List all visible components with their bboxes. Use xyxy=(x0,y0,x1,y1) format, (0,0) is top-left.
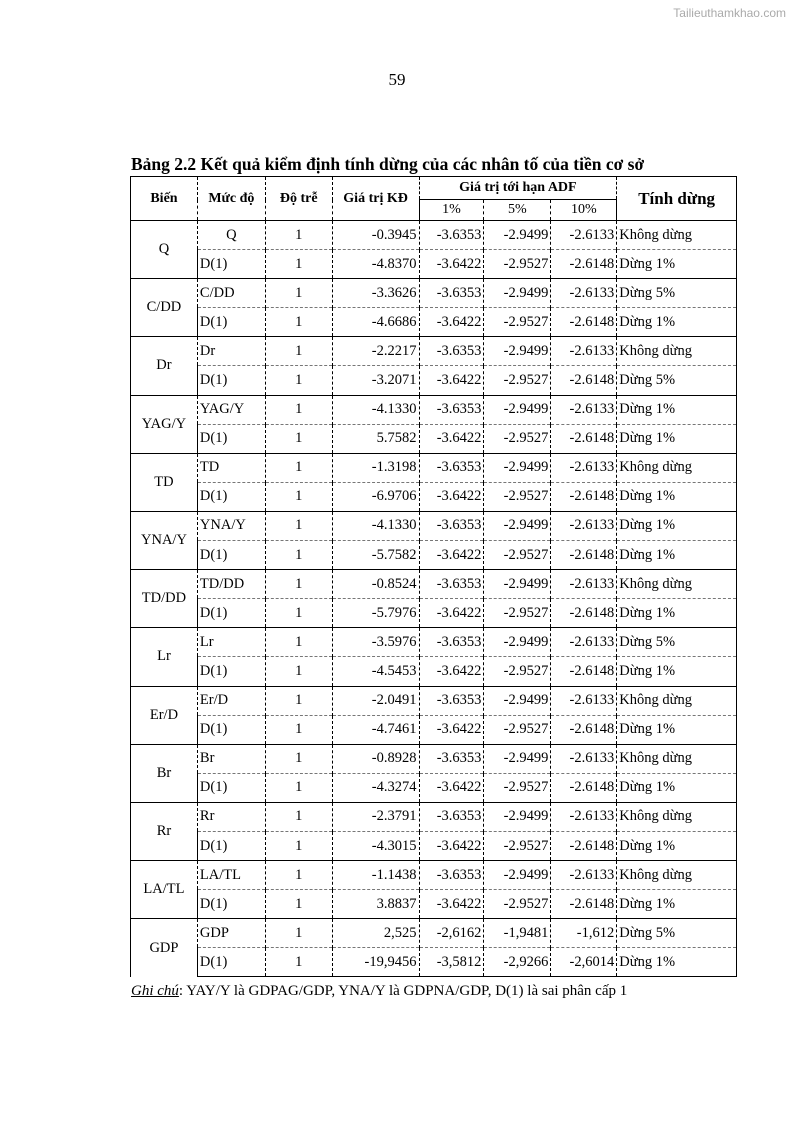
header-10pct: 10% xyxy=(551,200,617,221)
cell-muc-do: D(1) xyxy=(197,773,265,802)
table-row xyxy=(131,890,737,919)
cell-crit-1pct: -3.6422 xyxy=(419,366,484,395)
cell-muc-do: Q xyxy=(197,221,265,250)
cell-crit-1pct: -3.6353 xyxy=(419,570,484,599)
cell-crit-5pct: -2.9499 xyxy=(484,511,551,540)
cell-muc-do: D(1) xyxy=(197,715,265,744)
cell-do-tre: 1 xyxy=(265,802,332,831)
cell-tinh-dung: Dừng 1% xyxy=(617,715,737,744)
cell-crit-10pct: -2.6148 xyxy=(551,773,617,802)
cell-gia-tri-kd: -6.9706 xyxy=(332,482,419,511)
cell-do-tre: 1 xyxy=(265,773,332,802)
cell-muc-do: Lr xyxy=(197,628,265,657)
table-note xyxy=(131,983,627,1000)
cell-gia-tri-kd: -4.7461 xyxy=(332,715,419,744)
cell-bien: GDP xyxy=(131,919,198,977)
cell-gia-tri-kd: -19,9456 xyxy=(332,948,419,977)
table-title: Bảng 2.2 Kết quả kiểm định tính dừng của các nhân tố của tiền cơ sở xyxy=(131,154,645,174)
table-row xyxy=(131,657,737,686)
table-row xyxy=(131,221,737,250)
cell-crit-10pct: -2.6133 xyxy=(551,744,617,773)
table-row xyxy=(131,686,737,715)
cell-crit-1pct: -3.6422 xyxy=(419,773,484,802)
cell-muc-do: D(1) xyxy=(197,657,265,686)
cell-muc-do: D(1) xyxy=(197,541,265,570)
cell-crit-1pct: -3.6422 xyxy=(419,657,484,686)
cell-bien: TD xyxy=(131,453,198,511)
table-row xyxy=(131,511,737,540)
cell-crit-1pct: -3.6353 xyxy=(419,628,484,657)
cell-muc-do: YAG/Y xyxy=(197,395,265,424)
cell-crit-5pct: -2,9266 xyxy=(484,948,551,977)
cell-crit-1pct: -3,5812 xyxy=(419,948,484,977)
table-row xyxy=(131,424,737,453)
cell-crit-10pct: -2.6148 xyxy=(551,482,617,511)
cell-tinh-dung: Dừng 1% xyxy=(617,657,737,686)
cell-muc-do: TD/DD xyxy=(197,570,265,599)
cell-gia-tri-kd: -5.7582 xyxy=(332,541,419,570)
note-text: : YAY/Y là GDPAG/GDP, YNA/Y là GDPNA/GDP, D(1) là sai phân cấp 1 xyxy=(178,983,628,999)
cell-do-tre: 1 xyxy=(265,395,332,424)
note-label: Ghi chú xyxy=(131,983,179,999)
cell-gia-tri-kd: -3.3626 xyxy=(332,279,419,308)
cell-tinh-dung: Dừng 5% xyxy=(617,366,737,395)
header-adf: Giá trị tới hạn ADF xyxy=(419,177,617,200)
cell-crit-5pct: -2.9527 xyxy=(484,482,551,511)
cell-crit-5pct: -2.9527 xyxy=(484,250,551,279)
cell-crit-1pct: -3.6353 xyxy=(419,279,484,308)
table-row xyxy=(131,802,737,831)
cell-crit-1pct: -3.6422 xyxy=(419,250,484,279)
cell-gia-tri-kd: -4.6686 xyxy=(332,308,419,337)
cell-gia-tri-kd: 3.8837 xyxy=(332,890,419,919)
cell-do-tre: 1 xyxy=(265,628,332,657)
table-row xyxy=(131,308,737,337)
cell-do-tre: 1 xyxy=(265,686,332,715)
watermark: Tailieuthamkhao.com xyxy=(673,6,786,20)
cell-crit-1pct: -3.6353 xyxy=(419,337,484,366)
cell-gia-tri-kd: -2.0491 xyxy=(332,686,419,715)
cell-tinh-dung: Dừng 1% xyxy=(617,511,737,540)
cell-crit-5pct: -2.9527 xyxy=(484,831,551,860)
cell-bien: YNA/Y xyxy=(131,511,198,569)
cell-crit-10pct: -2.6133 xyxy=(551,279,617,308)
cell-muc-do: D(1) xyxy=(197,308,265,337)
cell-muc-do: D(1) xyxy=(197,250,265,279)
cell-crit-1pct: -3.6422 xyxy=(419,541,484,570)
cell-gia-tri-kd: -4.8370 xyxy=(332,250,419,279)
cell-crit-1pct: -3.6353 xyxy=(419,861,484,890)
cell-muc-do: D(1) xyxy=(197,599,265,628)
cell-tinh-dung: Dừng 1% xyxy=(617,948,737,977)
cell-bien: Rr xyxy=(131,802,198,860)
cell-tinh-dung: Dừng 1% xyxy=(617,599,737,628)
cell-bien: Lr xyxy=(131,628,198,686)
cell-do-tre: 1 xyxy=(265,890,332,919)
cell-do-tre: 1 xyxy=(265,744,332,773)
cell-muc-do: LA/TL xyxy=(197,861,265,890)
cell-gia-tri-kd: -1.1438 xyxy=(332,861,419,890)
cell-crit-10pct: -2.6148 xyxy=(551,424,617,453)
cell-do-tre: 1 xyxy=(265,919,332,948)
cell-crit-1pct: -3.6353 xyxy=(419,686,484,715)
cell-crit-10pct: -2.6148 xyxy=(551,541,617,570)
table-row xyxy=(131,628,737,657)
header-1pct: 1% xyxy=(419,200,484,221)
cell-tinh-dung: Dừng 1% xyxy=(617,773,737,802)
cell-bien: Er/D xyxy=(131,686,198,744)
cell-crit-1pct: -3.6353 xyxy=(419,221,484,250)
cell-crit-5pct: -2.9499 xyxy=(484,861,551,890)
cell-gia-tri-kd: -0.8928 xyxy=(332,744,419,773)
cell-do-tre: 1 xyxy=(265,541,332,570)
cell-muc-do: D(1) xyxy=(197,831,265,860)
cell-crit-10pct: -2.6133 xyxy=(551,511,617,540)
cell-bien: YAG/Y xyxy=(131,395,198,453)
cell-tinh-dung: Không dừng xyxy=(617,802,737,831)
cell-muc-do: Rr xyxy=(197,802,265,831)
cell-crit-5pct: -2.9527 xyxy=(484,541,551,570)
cell-muc-do: Dr xyxy=(197,337,265,366)
cell-do-tre: 1 xyxy=(265,948,332,977)
cell-crit-10pct: -2,6014 xyxy=(551,948,617,977)
cell-gia-tri-kd: -2.2217 xyxy=(332,337,419,366)
cell-crit-5pct: -2.9527 xyxy=(484,890,551,919)
header-5pct: 5% xyxy=(484,200,551,221)
cell-bien: LA/TL xyxy=(131,861,198,919)
cell-tinh-dung: Không dừng xyxy=(617,744,737,773)
header-bien: Biến xyxy=(131,177,198,221)
cell-crit-10pct: -2.6148 xyxy=(551,599,617,628)
table-row xyxy=(131,861,737,890)
cell-crit-5pct: -2.9499 xyxy=(484,337,551,366)
cell-muc-do: C/DD xyxy=(197,279,265,308)
cell-crit-1pct: -2,6162 xyxy=(419,919,484,948)
cell-muc-do: D(1) xyxy=(197,366,265,395)
cell-crit-10pct: -1,612 xyxy=(551,919,617,948)
cell-crit-5pct: -2.9527 xyxy=(484,773,551,802)
header-tinh-dung: Tính dừng xyxy=(617,177,737,221)
cell-tinh-dung: Dừng 1% xyxy=(617,424,737,453)
table-row xyxy=(131,715,737,744)
table-row xyxy=(131,919,737,948)
cell-crit-5pct: -2.9499 xyxy=(484,453,551,482)
cell-muc-do: D(1) xyxy=(197,482,265,511)
cell-crit-10pct: -2.6133 xyxy=(551,337,617,366)
cell-crit-5pct: -2.9499 xyxy=(484,395,551,424)
cell-crit-5pct: -2.9499 xyxy=(484,221,551,250)
cell-gia-tri-kd: -0.3945 xyxy=(332,221,419,250)
cell-do-tre: 1 xyxy=(265,482,332,511)
header-muc-do: Mức độ xyxy=(197,177,265,221)
cell-crit-10pct: -2.6148 xyxy=(551,715,617,744)
cell-do-tre: 1 xyxy=(265,599,332,628)
cell-crit-10pct: -2.6133 xyxy=(551,453,617,482)
cell-gia-tri-kd: -4.1330 xyxy=(332,395,419,424)
cell-do-tre: 1 xyxy=(265,831,332,860)
cell-gia-tri-kd: -4.5453 xyxy=(332,657,419,686)
cell-crit-5pct: -2.9499 xyxy=(484,570,551,599)
cell-tinh-dung: Dừng 5% xyxy=(617,279,737,308)
cell-bien: Q xyxy=(131,221,198,279)
table-row xyxy=(131,744,737,773)
cell-tinh-dung: Không dừng xyxy=(617,453,737,482)
header-do-tre: Độ trễ xyxy=(265,177,332,221)
cell-gia-tri-kd: -2.3791 xyxy=(332,802,419,831)
cell-crit-1pct: -3.6422 xyxy=(419,890,484,919)
cell-muc-do: D(1) xyxy=(197,948,265,977)
cell-crit-10pct: -2.6133 xyxy=(551,221,617,250)
cell-crit-5pct: -2.9527 xyxy=(484,424,551,453)
cell-crit-5pct: -1,9481 xyxy=(484,919,551,948)
cell-muc-do: Er/D xyxy=(197,686,265,715)
cell-do-tre: 1 xyxy=(265,570,332,599)
cell-tinh-dung: Dừng 1% xyxy=(617,395,737,424)
table-row xyxy=(131,482,737,511)
cell-crit-5pct: -2.9527 xyxy=(484,366,551,395)
cell-do-tre: 1 xyxy=(265,657,332,686)
cell-tinh-dung: Dừng 1% xyxy=(617,541,737,570)
cell-do-tre: 1 xyxy=(265,715,332,744)
cell-gia-tri-kd: -4.3015 xyxy=(332,831,419,860)
cell-muc-do: Br xyxy=(197,744,265,773)
cell-crit-10pct: -2.6133 xyxy=(551,570,617,599)
table-row xyxy=(131,279,737,308)
cell-crit-1pct: -3.6353 xyxy=(419,511,484,540)
cell-crit-1pct: -3.6353 xyxy=(419,395,484,424)
cell-crit-10pct: -2.6133 xyxy=(551,802,617,831)
cell-gia-tri-kd: -4.3274 xyxy=(332,773,419,802)
cell-crit-5pct: -2.9527 xyxy=(484,599,551,628)
cell-crit-10pct: -2.6148 xyxy=(551,657,617,686)
cell-crit-10pct: -2.6148 xyxy=(551,366,617,395)
cell-gia-tri-kd: -3.5976 xyxy=(332,628,419,657)
table-row xyxy=(131,831,737,860)
cell-crit-1pct: -3.6353 xyxy=(419,744,484,773)
cell-muc-do: D(1) xyxy=(197,424,265,453)
cell-crit-10pct: -2.6148 xyxy=(551,250,617,279)
table-row xyxy=(131,541,737,570)
table-row xyxy=(131,366,737,395)
cell-crit-1pct: -3.6422 xyxy=(419,715,484,744)
cell-crit-1pct: -3.6422 xyxy=(419,831,484,860)
cell-crit-5pct: -2.9499 xyxy=(484,279,551,308)
cell-muc-do: TD xyxy=(197,453,265,482)
table-row xyxy=(131,948,737,977)
cell-crit-5pct: -2.9499 xyxy=(484,686,551,715)
table-row xyxy=(131,337,737,366)
cell-do-tre: 1 xyxy=(265,279,332,308)
cell-crit-10pct: -2.6133 xyxy=(551,395,617,424)
table-row xyxy=(131,453,737,482)
cell-tinh-dung: Không dừng xyxy=(617,221,737,250)
cell-tinh-dung: Dừng 1% xyxy=(617,890,737,919)
cell-gia-tri-kd: 2,525 xyxy=(332,919,419,948)
cell-gia-tri-kd: 5.7582 xyxy=(332,424,419,453)
cell-gia-tri-kd: -1.3198 xyxy=(332,453,419,482)
page-number: 59 xyxy=(388,70,406,89)
cell-bien: TD/DD xyxy=(131,570,198,628)
cell-tinh-dung: Không dừng xyxy=(617,861,737,890)
cell-crit-1pct: -3.6422 xyxy=(419,599,484,628)
cell-crit-1pct: -3.6422 xyxy=(419,482,484,511)
cell-tinh-dung: Dừng 5% xyxy=(617,628,737,657)
cell-crit-1pct: -3.6353 xyxy=(419,802,484,831)
cell-tinh-dung: Không dừng xyxy=(617,570,737,599)
cell-gia-tri-kd: -3.2071 xyxy=(332,366,419,395)
cell-gia-tri-kd: -5.7976 xyxy=(332,599,419,628)
table-row xyxy=(131,773,737,802)
cell-tinh-dung: Dừng 1% xyxy=(617,308,737,337)
cell-crit-1pct: -3.6422 xyxy=(419,424,484,453)
table-row xyxy=(131,250,737,279)
cell-do-tre: 1 xyxy=(265,424,332,453)
cell-crit-10pct: -2.6133 xyxy=(551,628,617,657)
cell-do-tre: 1 xyxy=(265,250,332,279)
cell-crit-5pct: -2.9527 xyxy=(484,715,551,744)
cell-do-tre: 1 xyxy=(265,337,332,366)
cell-tinh-dung: Dừng 1% xyxy=(617,250,737,279)
cell-do-tre: 1 xyxy=(265,861,332,890)
cell-do-tre: 1 xyxy=(265,453,332,482)
table-row xyxy=(131,395,737,424)
cell-tinh-dung: Không dừng xyxy=(617,337,737,366)
cell-do-tre: 1 xyxy=(265,308,332,337)
cell-do-tre: 1 xyxy=(265,221,332,250)
cell-crit-10pct: -2.6133 xyxy=(551,686,617,715)
cell-crit-10pct: -2.6148 xyxy=(551,308,617,337)
cell-crit-5pct: -2.9499 xyxy=(484,744,551,773)
cell-gia-tri-kd: -4.1330 xyxy=(332,511,419,540)
cell-crit-1pct: -3.6353 xyxy=(419,453,484,482)
cell-crit-5pct: -2.9527 xyxy=(484,308,551,337)
cell-tinh-dung: Dừng 5% xyxy=(617,919,737,948)
table-row xyxy=(131,599,737,628)
adf-results-table xyxy=(130,176,737,977)
cell-tinh-dung: Dừng 1% xyxy=(617,482,737,511)
cell-crit-10pct: -2.6133 xyxy=(551,861,617,890)
cell-crit-10pct: -2.6148 xyxy=(551,831,617,860)
cell-crit-5pct: -2.9499 xyxy=(484,802,551,831)
cell-tinh-dung: Không dừng xyxy=(617,686,737,715)
cell-tinh-dung: Dừng 1% xyxy=(617,831,737,860)
header-gia-tri: Giá trị KĐ xyxy=(332,177,419,221)
cell-bien: C/DD xyxy=(131,279,198,337)
cell-crit-5pct: -2.9499 xyxy=(484,628,551,657)
cell-crit-10pct: -2.6148 xyxy=(551,890,617,919)
cell-muc-do: GDP xyxy=(197,919,265,948)
cell-crit-1pct: -3.6422 xyxy=(419,308,484,337)
cell-muc-do: D(1) xyxy=(197,890,265,919)
cell-muc-do: YNA/Y xyxy=(197,511,265,540)
cell-bien: Dr xyxy=(131,337,198,395)
table-row xyxy=(131,570,737,599)
cell-bien: Br xyxy=(131,744,198,802)
cell-crit-5pct: -2.9527 xyxy=(484,657,551,686)
cell-do-tre: 1 xyxy=(265,511,332,540)
cell-gia-tri-kd: -0.8524 xyxy=(332,570,419,599)
cell-do-tre: 1 xyxy=(265,366,332,395)
